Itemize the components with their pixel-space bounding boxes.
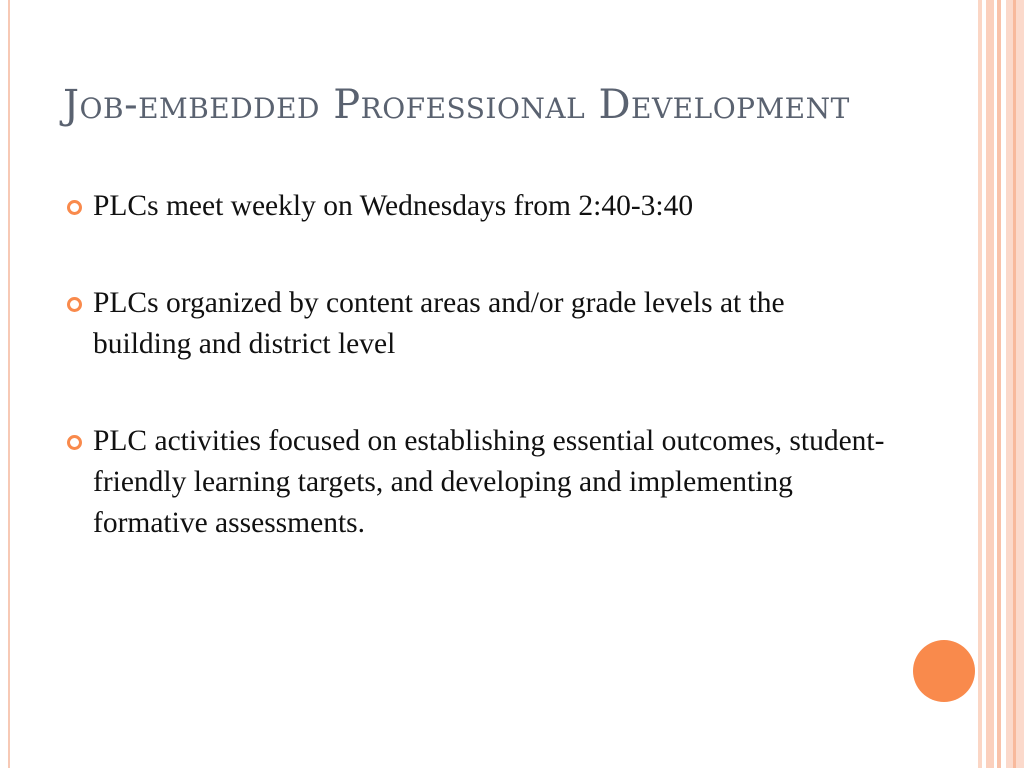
bullet-item (66, 186, 886, 227)
right-stripe (978, 0, 982, 768)
bullet-text: PLCs meet weekly on Wednesdays from 2:40-3:40 (93, 190, 694, 222)
right-stripe (986, 0, 994, 768)
right-stripe (997, 0, 1001, 768)
left-border-line (8, 0, 10, 768)
bullet-item (66, 421, 886, 544)
bullet-text: PLCs organized by content areas and/or grade levels at the building and district level (93, 287, 785, 360)
ring-bullet-icon (67, 297, 82, 312)
bullet-text: PLC activities focused on establishing essential outcomes, student-friendly learning targets, and developing and implementing formative assessments. (93, 425, 885, 539)
ring-bullet-icon (67, 435, 82, 450)
slide-title: Job-embedded Professional Development (63, 81, 850, 128)
bullet-item (66, 283, 886, 365)
ring-bullet-icon (67, 200, 82, 215)
bullet-list (66, 186, 886, 600)
right-stripe (1013, 0, 1016, 768)
orange-circle-decoration (913, 640, 975, 702)
